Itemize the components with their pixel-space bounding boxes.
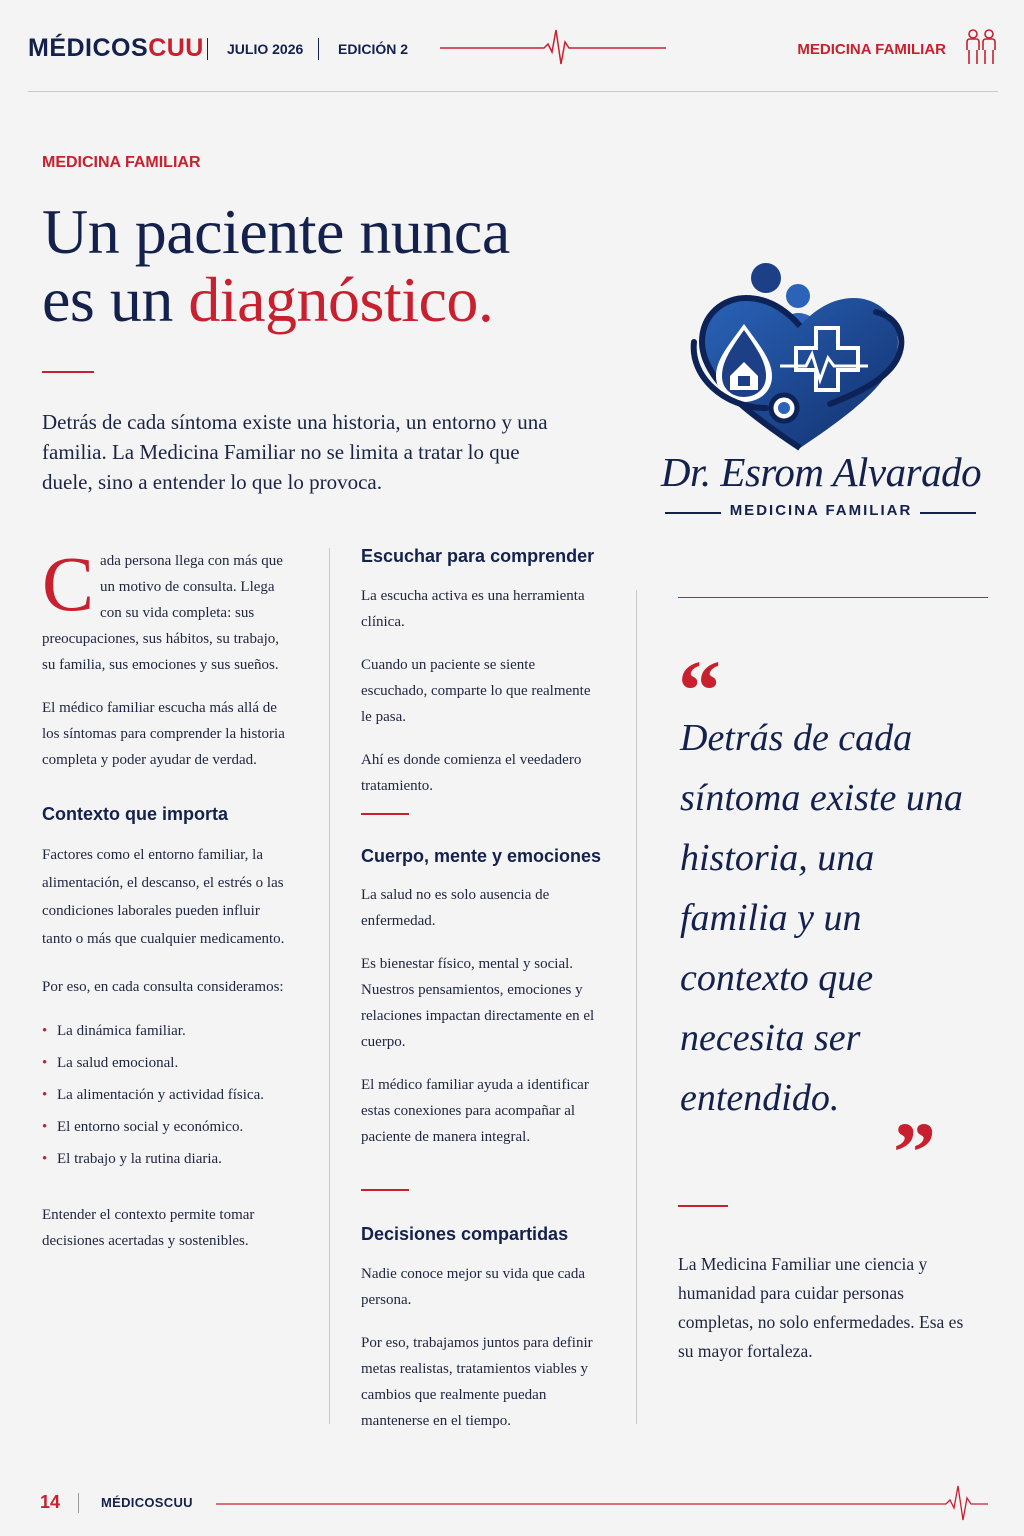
column-divider (636, 590, 637, 1424)
paragraph: Ahí es donde comienza el veedadero tratamiento. (361, 752, 582, 794)
paragraph: Por eso, trabajamos juntos para definir metas realistas, tratamientos viables y cambios que realmente puedan mantenerse en el tiempo. (361, 1335, 593, 1429)
masthead-brand (28, 34, 204, 63)
issue-date: JULIO 2026 (227, 41, 304, 57)
lede-paragraph: Detrás de cada síntoma existe una historia, un entorno y una familia. La Medicina Familiar no se limita a tratar lo que duele, sino a entender lo que lo provoca. (42, 410, 548, 494)
headline-lead: es un (42, 264, 189, 335)
headline-accent: diagnóstico. (188, 264, 494, 335)
headline (42, 198, 510, 334)
headline-line-2 (42, 266, 510, 334)
paragraph: Es bienestar físico, mental y social. Nuestros pensamientos, emociones y relaciones impactan directamente en el cuerpo. (361, 956, 595, 1050)
section-divider (361, 813, 409, 815)
logo-doctor-name: Dr. Esrom Alvarado (660, 449, 982, 495)
paragraph: El médico familiar escucha más allá de los síntomas para comprender la historia completa y poder ayudar de verdad. (42, 700, 285, 768)
section-kicker: MEDICINA FAMILIAR (42, 154, 201, 171)
issue-edition: EDICIÓN 2 (338, 41, 409, 57)
header-divider (318, 38, 319, 60)
paragraph: Nadie conoce mejor su vida que cada persona. (361, 1266, 586, 1308)
quote-top-rule (678, 597, 988, 598)
logo-rule-right (920, 512, 976, 514)
family-icon (963, 28, 999, 68)
heartbeat-line-icon (216, 1480, 988, 1524)
header-divider (207, 38, 208, 60)
list-item: • La dinámica familiar. (42, 1018, 292, 1044)
paragraph: La escucha activa es una herramienta clínica. (361, 588, 585, 630)
subhead-contexto: Contexto que importa (42, 804, 229, 824)
quote-divider (678, 1205, 728, 1207)
page-number: 14 (40, 1492, 61, 1512)
paragraph: Cuando un paciente se siente escuchado, comparte lo que realmente le pasa. (361, 657, 591, 725)
dropcap: C (42, 540, 95, 627)
section-cuerpo (361, 882, 606, 1167)
section-divider (361, 1189, 409, 1191)
paragraph: El médico familiar ayuda a identificar estas conexiones para acompañar al paciente de manera integral. (361, 1077, 589, 1145)
open-quote-mark: “ (678, 642, 721, 738)
footer-brand: MÉDICOSCUU (101, 1495, 193, 1510)
heartbeat-line-icon (440, 24, 666, 68)
paragraph: La salud no es solo ausencia de enfermedad. (361, 887, 550, 929)
intro-paragraph (42, 540, 292, 678)
header-rule (28, 91, 998, 92)
paragraph: Por eso, en cada consulta consideramos: (42, 979, 284, 995)
headline-line-1: Un paciente nunca (42, 196, 510, 267)
subhead-decisiones: Decisiones compartidas (361, 1224, 569, 1244)
brand-part-medicos: MÉDICOS (28, 34, 149, 62)
list-item: • La alimentación y actividad física. (42, 1082, 292, 1108)
footer-divider (78, 1493, 79, 1513)
brand-part-cuu: CUU (148, 34, 204, 62)
column-one (42, 540, 292, 1271)
headline-underline (42, 371, 94, 373)
column-divider (329, 548, 330, 1424)
logo-rule-left (665, 512, 721, 514)
paragraph: Factores como el entorno familiar, la alimentación, el descanso, el estrés o las condiciones laborales pueden influir tanto o más que cualquier medicamento. (42, 847, 285, 947)
close-quote-mark: ” (893, 1104, 936, 1200)
section-escuchar (361, 583, 601, 816)
logo-specialty: MEDICINA FAMILIAR (729, 502, 913, 519)
list-item: • El trabajo y la rutina diaria. (42, 1146, 292, 1172)
closing-paragraph: La Medicina Familiar une ciencia y humanidad para cuidar personas completas, no solo enfermedades. Esa es su mayor fortaleza. (678, 1254, 964, 1361)
considerations-list (42, 1018, 292, 1172)
header-section-label: MEDICINA FAMILIAR (797, 41, 946, 58)
paragraph: Entender el contexto permite tomar decisiones acertadas y sostenibles. (42, 1207, 255, 1249)
heart-stethoscope-family-logo (680, 258, 920, 454)
list-item: • La salud emocional. (42, 1050, 292, 1076)
pull-quote: Detrás de cada síntoma existe una historia, una familia y un contexto que necesita ser entendido. (680, 717, 963, 1119)
subhead-cuerpo: Cuerpo, mente y emociones (361, 846, 602, 866)
intro-text: ada persona llega con más que un motivo de consulta. Llega con su vida completa: sus preocupaciones, sus hábitos, su trabajo, su familia, sus emociones y sus sueños. (42, 553, 283, 673)
list-item: • El entorno social y económico. (42, 1114, 292, 1140)
subhead-escuchar: Escuchar para comprender (361, 546, 595, 566)
section-decisiones (361, 1261, 601, 1451)
